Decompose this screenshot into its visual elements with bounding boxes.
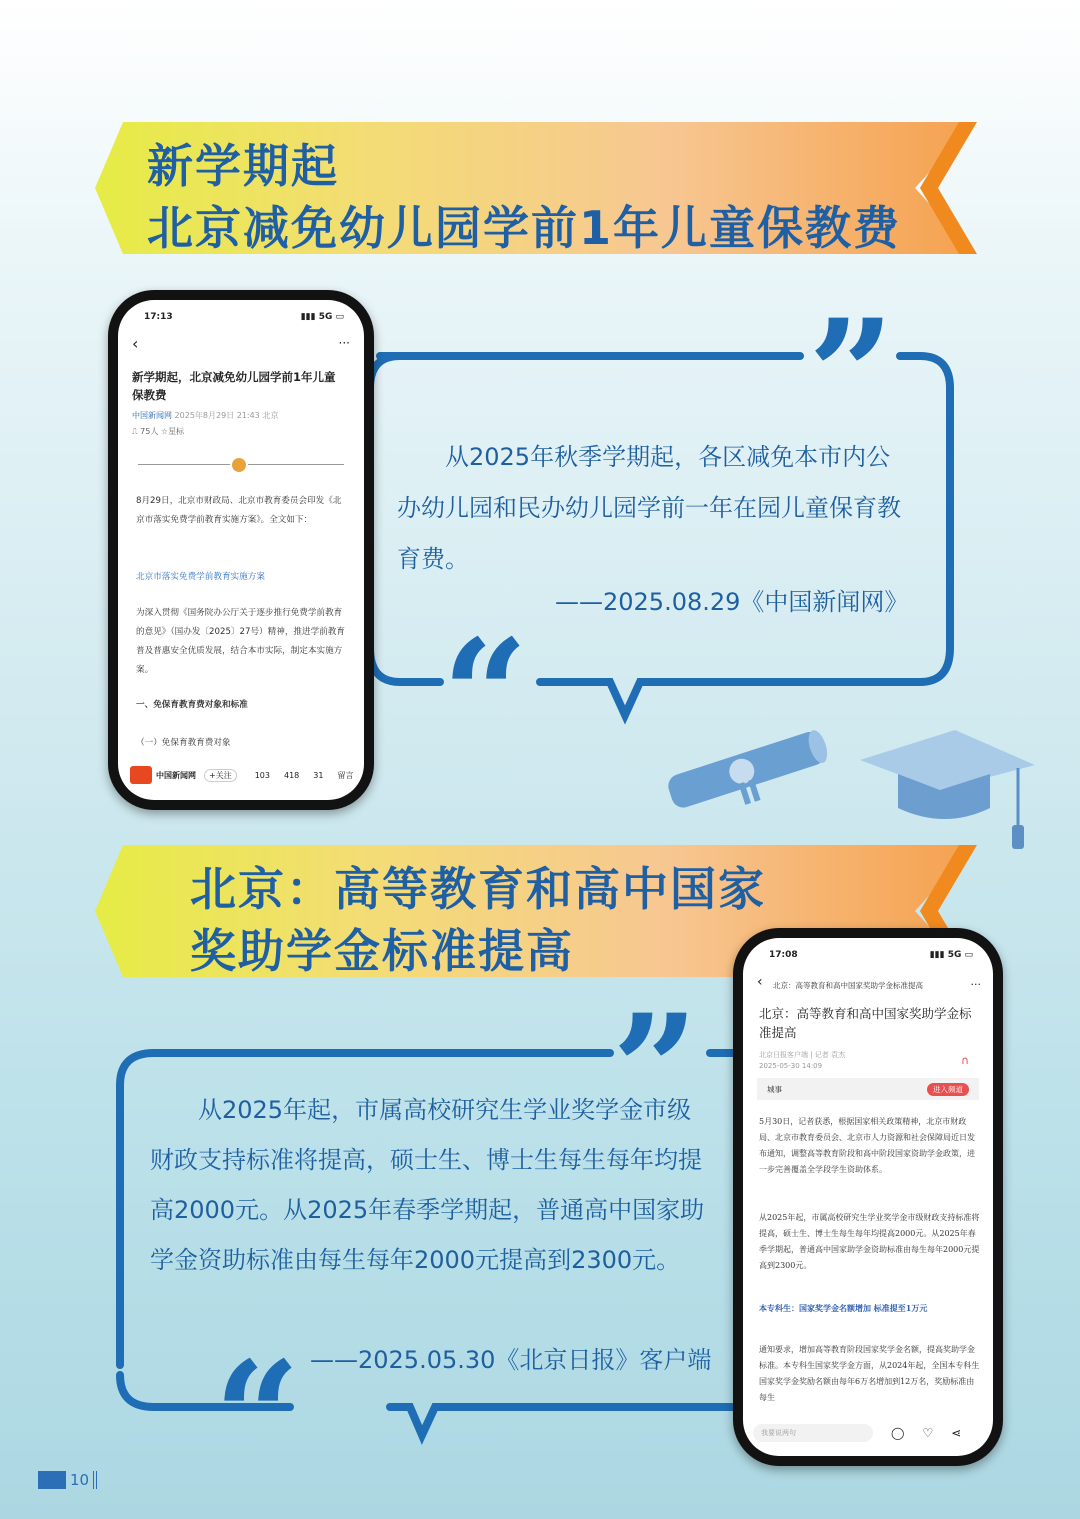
article-heading2: （一）免保育教育费对象: [136, 738, 231, 748]
article-headline: 北京：高等教育和高中国家奖助学金标准提高: [759, 1006, 972, 1040]
article-footer: 中国新闻网 +关注 103 418 31 留言: [130, 766, 356, 784]
more-icon[interactable]: ···: [970, 978, 981, 991]
page-number-block: [38, 1471, 66, 1489]
article-meta1: 北京日报客户端 | 记者 袁杰: [759, 1051, 846, 1059]
comment-icon[interactable]: ◯: [891, 1426, 905, 1440]
status-time: 17:13: [144, 312, 173, 322]
nav-title: 北京：高等教育和高中国家奖助学金标准提高: [773, 981, 923, 990]
section2-source: ——2025.05.30《北京日报》客户端: [310, 1346, 712, 1374]
phone-mockup-2: [733, 928, 1003, 1466]
close-quote-icon: ”: [612, 982, 699, 1158]
article-para2: 从2025年起，市属高校研究生学业奖学金市级财政支持标准将提高，硕士生、博士生每生每年均提高2000元。从2025年春季学期起，普通高中国家助学金资助标准由每生每年2000元提高到2300元。: [759, 1213, 980, 1270]
section1-banner: [95, 122, 975, 254]
page-number-bars: [93, 1471, 97, 1489]
logo-seal-icon: [230, 456, 248, 474]
section2-title-line2: 奖助学金标准提高: [190, 924, 574, 978]
section1-source: ——2025.08.29《中国新闻网》: [555, 588, 909, 616]
status-bar: [144, 312, 344, 322]
page-number-text: 10: [70, 1471, 90, 1489]
comment-input[interactable]: 我要说两句: [753, 1424, 873, 1442]
open-quote-icon: “: [214, 1329, 301, 1505]
article-stats: ⎍ 75人 ☆星标: [132, 427, 185, 436]
section1-title-line1: 新学期起: [147, 139, 339, 193]
article-para3: 通知要求，增加高等教育阶段国家奖学金名额，提高奖助学金标准。本专科生国家奖学金方面，从2024年起，全国本专科生国家奖学金奖励名额由每年6万名增加到12万名，奖励标准由每生: [759, 1345, 980, 1402]
more-icon[interactable]: ···: [338, 336, 350, 350]
article-subhead: 本专科生：国家奖学金名额增加 标准提至1万元: [759, 1303, 928, 1313]
star-button[interactable]: ☆星标: [160, 427, 185, 436]
article-meta2: 2025-05-30 14:09: [759, 1062, 823, 1070]
section2-title-line1: 北京：高等教育和高中国家: [190, 862, 766, 916]
headphones-icon[interactable]: ∩: [960, 1054, 969, 1067]
share-icon[interactable]: ⋖: [951, 1426, 962, 1440]
signal-icon: ▮▮▮ 5G ▭: [300, 312, 344, 322]
back-icon[interactable]: ‹: [132, 334, 139, 353]
comment-bar: [753, 1420, 983, 1446]
graduation-cap-icon: [860, 730, 1035, 860]
enter-channel-button[interactable]: 进入频道: [927, 1083, 969, 1096]
channel-bar: [757, 1078, 979, 1100]
status-time: 17:08: [769, 950, 798, 960]
article-link[interactable]: 北京市落实免费学前教育实施方案: [136, 572, 265, 582]
article-para2: 为深入贯彻《国务院办公厅关于逐步推行免费学前教育的意见》（国办发〔2025〕27号）精神，推进学前教育普及普惠安全优质发展，结合本市实际，制定本实施方案。: [136, 608, 345, 675]
section1-quote: 从2025年秋季学期起，各区减免本市内公办幼儿园和民办幼儿园学前一年在园儿童保育教育费。: [397, 443, 901, 573]
close-quote-icon: ”: [808, 287, 895, 463]
page-number: [38, 1471, 97, 1489]
article-headline: 新学期起，北京减免幼儿园学前1年儿童保教费: [132, 370, 336, 402]
channel-tag: 城事: [767, 1084, 782, 1094]
share-count[interactable]: 418: [283, 770, 300, 780]
follow-button[interactable]: +关注: [204, 769, 237, 782]
outlet-logo: [130, 766, 152, 784]
article-para1: 5月30日，记者获悉，根据国家相关政策精神，北京市财政局、北京市教育委员会、北京市人力资源和社会保障局近日发布通知，调整高等教育阶段和高中阶段国家资助学金政策，进一步完善覆盖全学段学生资助体系。: [759, 1117, 975, 1174]
phone-mockup-1: [108, 290, 374, 810]
headphones-icon: ⎍: [132, 427, 138, 436]
open-quote-icon: “: [442, 607, 529, 783]
back-icon[interactable]: ‹: [757, 974, 763, 990]
section1-title-line2: 北京减免幼儿园学前1年儿童保教费: [147, 201, 902, 255]
phone-screen: [743, 938, 993, 1456]
comment-button[interactable]: 留言: [337, 770, 354, 780]
signal-icon: ▮▮▮ 5G ▭: [929, 950, 973, 960]
article-heading1: 一、免保育教育费对象和标准: [136, 700, 248, 710]
diploma-icon: [655, 715, 835, 815]
heart-icon[interactable]: ♡: [922, 1426, 934, 1440]
status-bar: [769, 950, 973, 960]
heart-count[interactable]: 31: [313, 770, 324, 780]
like-count[interactable]: 103: [254, 770, 270, 780]
section2-quote: 从2025年起，市属高校研究生学业奖学金市级财政支持标准将提高，硕士生、博士生每生每年均提高2000元。从2025年春季学期起，普通高中国家助学金资助标准由每生每年2000元提高到2300元。: [150, 1096, 705, 1274]
phone-screen: [118, 300, 364, 800]
article-meta: 中国新闻网 2025年8月29日 21:43 北京: [132, 411, 279, 420]
article-para1: 8月29日，北京市财政局、北京市教育委员会印发《北京市落实免费学前教育实施方案》。全文如下：: [136, 496, 342, 525]
